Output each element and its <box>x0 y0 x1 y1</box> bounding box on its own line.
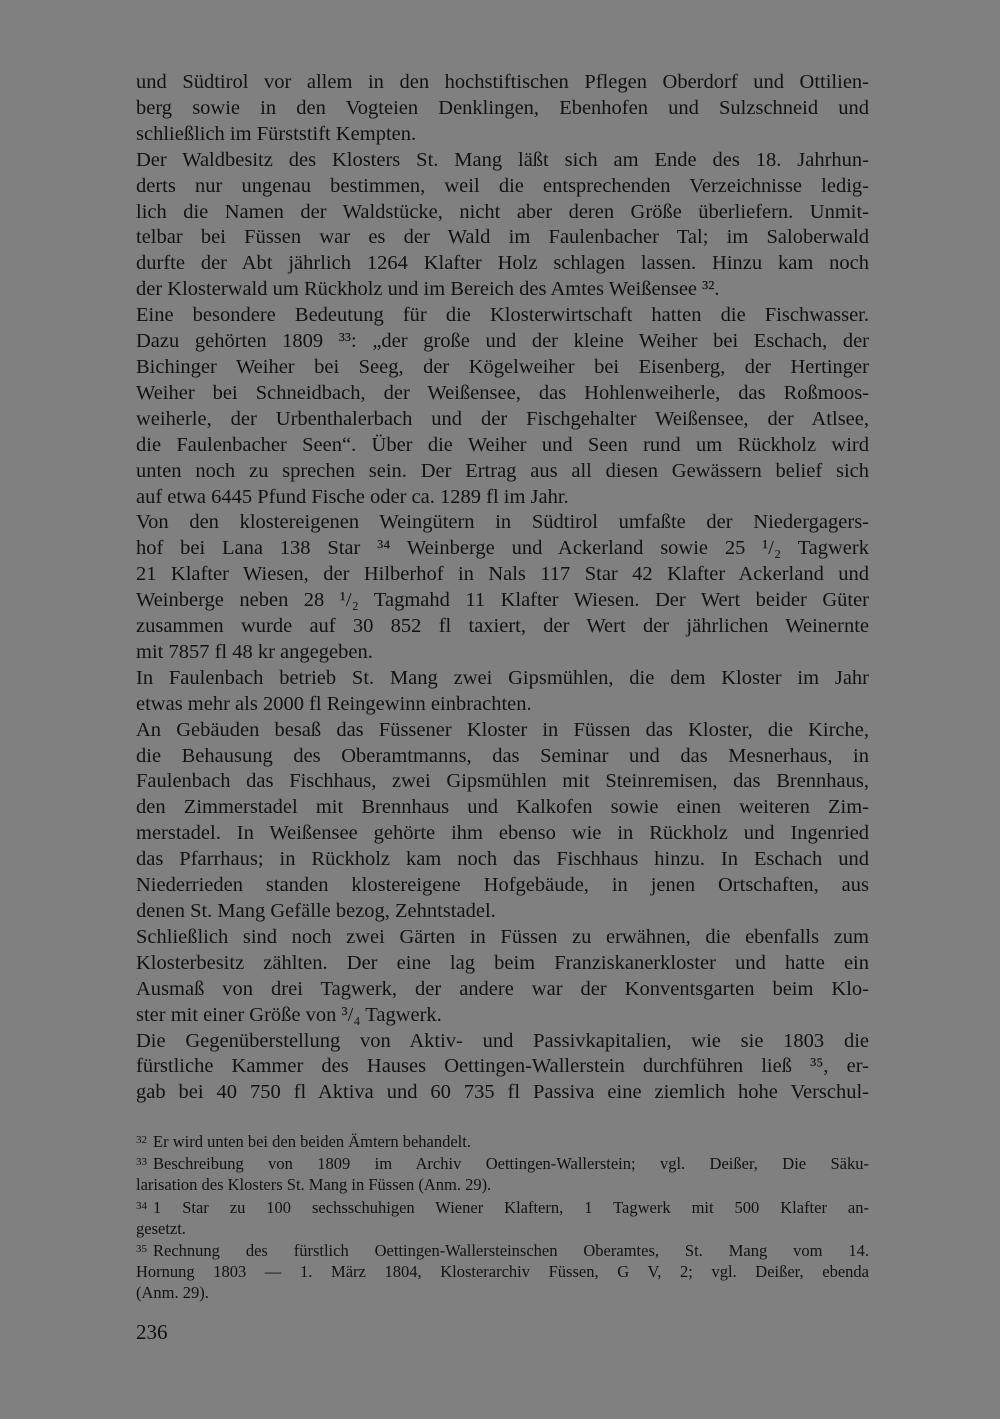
footnote-text: gesetzt. <box>136 1218 186 1238</box>
footnote-number: 34 <box>136 1199 147 1212</box>
text-line: Der Waldbesitz des Klosters St. Mang läßt sich am Ende des 18. Jahrhun- <box>136 148 869 171</box>
text-line: Niederrieden standen klostereigene Hofgebäude, in jenen Ortschaften, aus <box>136 874 869 897</box>
text-line: denen St. Mang Gefälle bezog, Zehntstadel. <box>136 900 496 922</box>
footnote-text: Rechnung des fürstlich Oettingen-Wallersteinschen Oberamtes, St. Mang vom 14. <box>153 1241 869 1261</box>
text-line: durfte der Abt jährlich 1264 Klafter Holz schlagen lassen. Hinzu kam noch <box>136 252 869 275</box>
text-line: schließlich im Fürststift Kempten. <box>136 122 417 145</box>
text-line: berg sowie in den Vogteien Denklingen, Ebenhofen und Sulzschneid und <box>136 96 869 119</box>
text-line: etwas mehr als 2000 fl Reingewinn einbrachten. <box>136 692 532 715</box>
text-line: gab bei 40 750 fl Aktiva und 60 735 fl Passiva eine ziemlich hohe Verschul- <box>136 1081 869 1104</box>
text-line: Schließlich sind noch zwei Gärten in Füssen zu erwähnen, die ebenfalls zum <box>136 925 869 948</box>
text-line: zusammen wurde auf 30 852 fl taxiert, der Wert der jährlichen Weinernte <box>136 615 869 638</box>
text-line: Von den klostereigenen Weingütern in Südtirol umfaßte der Niedergagers- <box>136 511 869 534</box>
text-line: mit 7857 fl 48 kr angegeben. <box>136 640 373 663</box>
footnote-33 <box>136 1152 869 1195</box>
text-line: die Behausung des Oberamtmanns, das Seminar und das Mesnerhaus, in <box>136 744 869 767</box>
text-line: Faulenbach das Fischhaus, zwei Gipsmühlen mit Steinremisen, das Brennhaus, <box>136 770 869 793</box>
text-line: Die Gegenüberstellung von Aktiv- und Passivkapitalien, wie sie 1803 die <box>136 1029 869 1052</box>
text-line: Klosterbesitz zählten. Der eine lag beim Franziskanerkloster und hatte ein <box>136 951 869 974</box>
text-line: fürstliche Kammer des Hauses Oettingen-Wallerstein durchführen ließ ³⁵, er- <box>136 1055 869 1078</box>
text-line: derts nur ungenau bestimmen, weil die entsprechenden Verzeichnisse ledig- <box>136 174 869 197</box>
text-line: auf etwa 6445 Pfund Fische oder ca. 1289 fl im Jahr. <box>136 485 569 508</box>
footnote-number: 33 <box>136 1156 147 1169</box>
paragraph-5 <box>136 666 869 718</box>
paragraph-4 <box>136 510 869 665</box>
text-line: weiherle, der Urbenthalerbach und der Fischgehalter Weißensee, der Atlsee, <box>136 407 869 430</box>
footnote-number: 35 <box>136 1243 147 1256</box>
footnote-35 <box>136 1239 869 1304</box>
text-line: die Faulenbacher Seen“. Über die Weiher und Seen rund um Rückholz wird <box>136 433 869 456</box>
footnote-text: Beschreibung von 1809 im Archiv Oettingen-Wallerstein; vgl. Deißer, Die Säku- <box>153 1154 869 1174</box>
paragraph-2 <box>136 148 869 303</box>
footnote-text: Hornung 1803 — 1. März 1804, Klosterarchiv Füssen, G V, 2; vgl. Deißer, ebenda <box>136 1262 869 1282</box>
text-line: merstadel. In Weißensee gehörte ihm ebenso wie in Rückholz und Ingenried <box>136 822 869 845</box>
paragraph-6 <box>136 718 869 925</box>
text-line: Eine besondere Bedeutung für die Klosterwirtschaft hatten die Fischwasser. <box>136 304 869 327</box>
text-line: An Gebäuden besaß das Füssener Kloster in Füssen das Kloster, die Kirche, <box>136 718 869 741</box>
footnotes <box>136 1130 869 1304</box>
text-line: Ausmaß von drei Tagwerk, der andere war der Konventsgarten beim Klo- <box>136 977 869 1000</box>
footnote-34 <box>136 1196 869 1239</box>
text-line: Bichinger Weiher bei Seeg, der Kögelweiher bei Eisenberg, der Hertinger <box>136 355 869 378</box>
footnote-text: larisation des Klosters St. Mang in Füssen (Anm. 29). <box>136 1175 492 1195</box>
footnote-32 <box>136 1130 869 1152</box>
text-line: der Klosterwald um Rückholz und im Bereich des Amtes Weißensee ³². <box>136 278 720 301</box>
paragraph-3 <box>136 303 869 510</box>
text-line: hof bei Lana 138 Star ³⁴ Weinberge und Ackerland sowie 25 ¹/₂ Tagwerk <box>136 537 869 560</box>
footnote-number: 32 <box>136 1134 147 1146</box>
paragraph-7 <box>136 925 869 1029</box>
body-text <box>136 70 869 1106</box>
text-line: unten noch zu sprechen sein. Der Ertrag aus all diesen Gewässern belief sich <box>136 459 869 482</box>
footnote-text: 1 Star zu 100 sechsschuhigen Wiener Klaftern, 1 Tagwerk mit 500 Klafter an- <box>153 1197 869 1217</box>
text-line: ster mit einer Größe von ³/₄ Tagwerk. <box>136 1003 442 1026</box>
text-line: Dazu gehörten 1809 ³³: „der große und der kleine Weiher bei Eschach, der <box>136 330 869 353</box>
text-line: lich die Namen der Waldstücke, nicht aber deren Größe überliefern. Unmit- <box>136 200 869 223</box>
text-line: Weinberge neben 28 ¹/₂ Tagmahd 11 Klafter Wiesen. Der Wert beider Güter <box>136 589 869 612</box>
footnote-text: (Anm. 29). <box>136 1283 209 1303</box>
text-line: das Pfarrhaus; in Rückholz kam noch das Fischhaus hinzu. In Eschach und <box>136 848 869 871</box>
text-line: den Zimmerstadel mit Brennhaus und Kalkofen sowie einen weiteren Zim- <box>136 796 869 819</box>
footnote-text: Er wird unten bei den beiden Ämtern behandelt. <box>153 1132 471 1151</box>
text-line: telbar bei Füssen war es der Wald im Faulenbacher Tal; im Saloberwald <box>136 226 869 249</box>
text-line: und Südtirol vor allem in den hochstiftischen Pflegen Oberdorf und Ottilien- <box>136 71 869 93</box>
text-line: 21 Klafter Wiesen, der Hilberhof in Nals 117 Star 42 Klafter Ackerland und <box>136 563 869 586</box>
paragraph-8 <box>136 1029 869 1107</box>
paragraph-1 <box>136 70 869 148</box>
page-number: 236 <box>136 1320 168 1344</box>
text-line: In Faulenbach betrieb St. Mang zwei Gipsmühlen, die dem Kloster im Jahr <box>136 666 869 689</box>
text-line: Weiher bei Schneidbach, der Weißensee, das Hohlenweiherle, das Roßmoos- <box>136 381 869 404</box>
